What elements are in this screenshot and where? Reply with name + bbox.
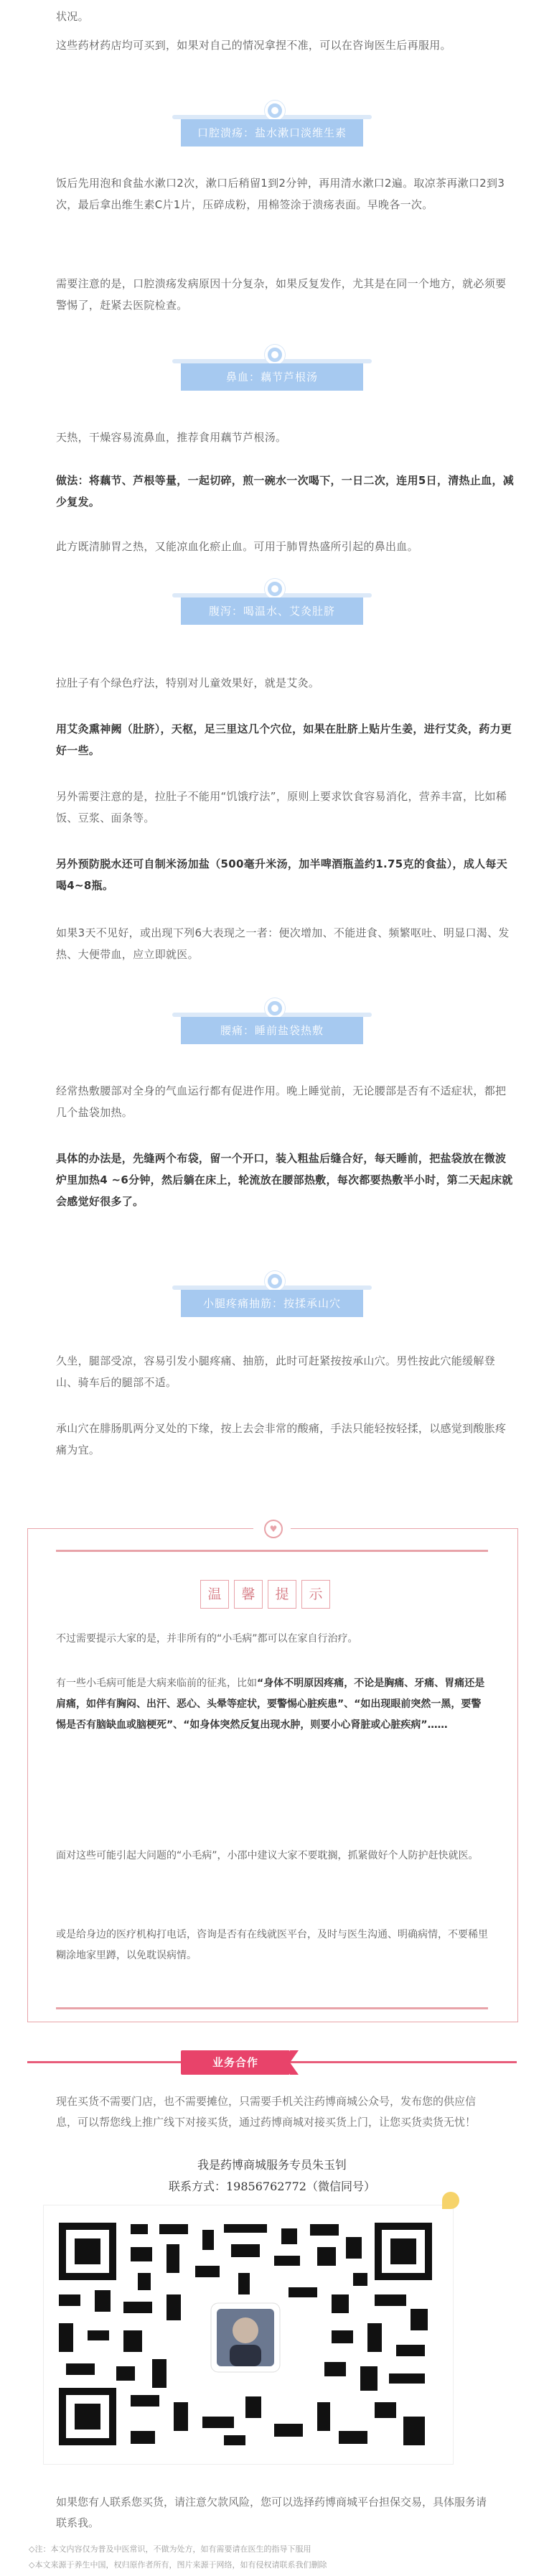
section-dot-icon [265,101,285,121]
notice-title-char: 温 [200,1580,229,1609]
notice-title-char: 提 [268,1580,296,1609]
notice-paragraph-warning [56,1673,488,1736]
footnote: ◇本文来源于养生中国，权归原作者所有，图片来源于网络，如有侵权请联系我们删除 [29,2560,327,2570]
business-paragraph: 现在买货不需要门店，也不需要摊位，只需要手机关注药博商城公众号，发布您的供应信息，可以帮您线上推广线下对接买货，通过药博商城对接买货上门，让您买货卖货无忧！ [56,2095,477,2129]
qr-corner-decoration [442,2192,459,2209]
section-paragraph: 需要注意的是，口腔溃疡发病原因十分复杂，如果反复发作，尤其是在同一个地方，就必须要警惕了，赶紧去医院检查。 [56,277,507,312]
section-title: 腹泻：喝温水、艾灸肚脐 [181,597,363,625]
notice-heart-wrap [253,1517,291,1538]
contact-phone: 联系方式：19856762772（微信同号） [169,2180,375,2193]
intro-paragraph: 这些药材药店均可买到，如果对自己的情况拿捏不准，可以在咨询医生后再服用。 [56,39,451,52]
notice-paragraph: 或是给身边的医疗机构打电话，咨询是否有在线就医平台，及时与医生沟通、明确病情，不要稀里糊涂地家里蹲，以免耽误病情。 [56,1929,488,1961]
section-header-diarrhea [0,579,544,629]
notice-title-char: 示 [301,1580,330,1609]
qr-code-icon[interactable] [52,2215,439,2452]
footnote: ◇注：本文内容仅为普及中医常识，不做为处方，如有需要请在医生的指导下服用 [29,2544,311,2554]
notice-bottom-divider [56,2007,488,2009]
section-header-leg-cramp [0,1271,544,1321]
section-title: 口腔溃疡：盐水漱口淡维生素 [181,119,363,147]
section-header-nosebleed [0,345,544,395]
notice-paragraph: 不过需要提示大家的是，并非所有的“小毛病”都可以在家自行治疗。 [56,1633,358,1645]
notice-warning-intro: 有一些小毛病可能是大病来临前的征兆，比如 [56,1678,257,1689]
section-paragraph: 饭后先用泡和食盐水漱口2次，漱口后稍留1到2分钟，再用清水漱口2遍。取凉茶再漱口2到3次，最后拿出维生素C片1片，压碎成粉，用棉签涂于溃疡表面。早晚各一次。 [56,177,505,211]
section-dot-icon [265,998,285,1018]
section-title: 小腿疼痛抽筋：按揉承山穴 [181,1290,363,1317]
business-title: 业务合作 [181,2050,290,2075]
section-dot-icon [265,579,285,599]
notice-warning-bold: “身体不明原因疼痛，不论是胸痛、牙痛、胃痛还是肩痛，如伴有胸闷、出汗、恶心、头晕等症状，要警惕心脏疾患”、“如出现眼前突然一黑，要警惕是否有脑缺血或脑梗死”、“如身体突然反复出现水肿，则要小心肾脏或心脏疾病”…… [56,1678,485,1731]
section-paragraph: 久坐，腿部受凉，容易引发小腿疼痛、抽筋，此时可赶紧按按承山穴。男性按此穴能缓解登山、骑车后的腿部不适。 [56,1354,496,1389]
section-paragraph-bold: 具体的办法是，先缝两个布袋，留一个开口，装入粗盐后缝合好，每天睡前，把盐袋放在微波炉里加热4 ~6分钟，然后躺在床上，轮流放在腰部热敷，每次都要热敷半小时，第二天起床就会感觉好很多了。 [56,1152,513,1208]
intro-partial: 状况。 [56,10,89,23]
section-paragraph: 经常热敷腰部对全身的气血运行都有促进作用。晚上睡觉前，无论腰部是否有不适症状，都把几个盐袋加热。 [56,1084,507,1119]
business-badge-notch [290,2050,299,2075]
section-paragraph-bold: 做法：将藕节、芦根等量，一起切碎，煎一碗水一次喝下，一日二次，连用5日，清热止血，减少复发。 [56,474,515,508]
notice-paragraph: 面对这些可能引起大问题的“小毛病”，小邵中建议大家不要耽搁，抓紧做好个人防护赶快就医。 [56,1850,479,1861]
section-paragraph: 另外需要注意的是，拉肚子不能用“饥饿疗法”，原则上要求饮食容易消化，营养丰富，比如稀饭、豆浆、面条等。 [56,790,507,824]
section-paragraph: 拉肚子有个绿色疗法，特别对儿童效果好，就是艾灸。 [56,676,320,689]
section-paragraph: 此方既清肺胃之热，又能凉血化瘀止血。可用于肺胃热盛所引起的鼻出血。 [56,540,418,553]
notice-title-char: 馨 [234,1580,263,1609]
section-title: 鼻血：藕节芦根汤 [181,363,363,391]
section-paragraph: 天热，干燥容易流鼻血，推荐食用藕节芦根汤。 [56,431,287,444]
section-dot-icon [265,1271,285,1291]
business-risk-note: 如果您有人联系您买货，请注意欠款风险，您可以选择药博商城平台担保交易，具体服务请联系我。 [56,2496,487,2529]
section-paragraph-bold: 用艾灸熏神阙（肚脐），天枢，足三里这几个穴位，如果在肚脐上贴片生姜，进行艾灸，药力更好一些。 [56,722,512,757]
notice-top-divider [56,1550,488,1552]
section-header-mouth-ulcer [0,101,544,151]
notice-title [200,1580,344,1609]
contact-name: 我是药博商城服务专员朱玉钊 [197,2158,347,2172]
section-paragraph: 承山穴在腓肠肌两分叉处的下缘，按上去会非常的酸痛，手法只能轻按轻揉，以感觉到酸胀疼痛为宜。 [56,1422,507,1456]
section-paragraph: 如果3天不见好，或出现下列6大表现之一者：便次增加、不能进食、频繁呕吐、明显口渴、发热、大便带血，应立即就医。 [56,926,510,961]
section-paragraph-bold: 另外预防脱水还可自制米汤加盐（500毫升米汤，加半啤酒瓶盖约1.75克的食盐），成人每天喝4~8瓶。 [56,857,508,892]
section-dot-icon [265,345,285,365]
heart-icon: ♥ [264,1520,283,1538]
section-title: 腰痛：睡前盐袋热敷 [181,1017,363,1044]
section-header-back-pain [0,998,544,1048]
